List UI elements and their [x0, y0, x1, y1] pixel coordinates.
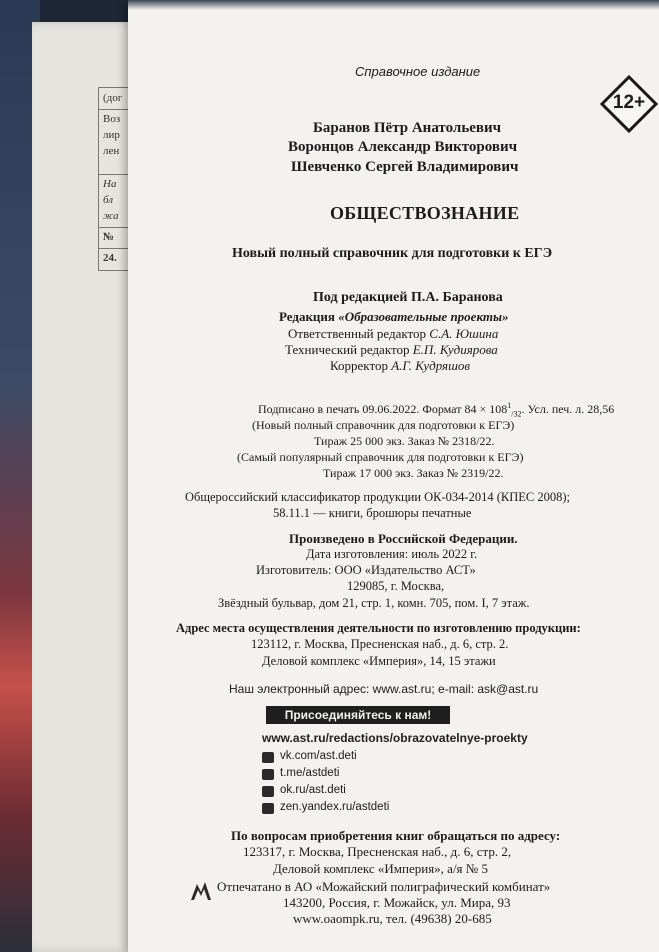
purchase-heading: По вопросам приобретения книг обращаться по адресу:	[231, 828, 561, 843]
purchase-address-line: Деловой комплекс «Империя», а/я № 5	[273, 861, 488, 876]
printer-contacts: www.oaompk.ru, тел. (49638) 20-685	[293, 911, 492, 926]
table-cell: лен	[103, 145, 120, 157]
zen-icon	[262, 803, 274, 814]
manufacturer-name: Изготовитель: ООО «Издательство АСТ»	[256, 563, 476, 577]
table-cell: жа	[103, 210, 119, 222]
purchase-address-line: 123317, г. Москва, Пресненская наб., д. 6, стр. 2,	[243, 844, 512, 859]
social-link-ok[interactable]: ok.ru/ast.deti	[280, 784, 346, 796]
print-signed-line: Подписано в печать 09.06.2022. Формат $84 \times 108^1_{/32}$. Усл. печ. л. 28,56	[258, 401, 615, 419]
manufacturer-address-street: Звёздный бульвар, дом 21, стр. 1, комн. 705, пом. I, 7 этаж.	[218, 596, 530, 610]
manufacturer-address-city: 129085, г. Москва,	[347, 579, 445, 593]
table-cell: бл	[103, 194, 114, 206]
edition-name-2: (Самый популярный справочник для подготовки к ЕГЭ)	[237, 450, 524, 464]
print-run-2: Тираж 17 000 экз. Заказ № 2319/22.	[323, 466, 504, 480]
author-name: Баранов Пётр Анатольевич	[313, 120, 502, 136]
printer-address: 143200, Россия, г. Можайск, ул. Мира, 93	[283, 895, 511, 910]
table-cell: лир	[103, 129, 120, 141]
product-classifier: Общероссийский классификатор продукции ОК-034-2014 (КПЕС 2008);	[185, 490, 570, 504]
email-line: Наш электронный адрес: www.ast.ru; e-mail: ask@ast.ru	[229, 682, 539, 696]
responsible-editor: Ответственный редактор С.А. Юшина	[288, 326, 499, 341]
author-name: Шевченко Сергей Владимирович	[291, 159, 519, 175]
age-rating-label: 12+	[612, 92, 646, 113]
table-cell: №	[103, 231, 115, 243]
table-cell: На	[103, 178, 117, 190]
social-link-vk[interactable]: vk.com/ast.deti	[280, 750, 357, 762]
made-in-russia: Произведено в Российской Федерации.	[289, 531, 518, 546]
edited-by: Под редакцией П.А. Баранова	[313, 290, 503, 305]
edition-name-1: (Новый полный справочник для подготовки к ЕГЭ)	[252, 418, 515, 432]
table-cell: Воз	[103, 113, 121, 125]
printer-name: Отпечатано в АО «Можайский полиграфический комбинат»	[217, 879, 551, 894]
join-url-link[interactable]: www.ast.ru/redactions/obrazovatelnye-proekty	[262, 731, 528, 745]
activity-address-heading: Адрес места осуществления деятельности по изготовлению продукции:	[176, 621, 581, 635]
age-rating-badge	[600, 75, 658, 133]
vk-icon	[262, 752, 274, 763]
corrector: Корректор А.Г. Кудряшов	[330, 358, 471, 373]
manufacture-date: Дата изготовления: июль 2022 г.	[306, 547, 478, 561]
table-cell: 24.	[103, 252, 117, 264]
join-us-banner: Присоединяйтесь к нам!	[266, 706, 450, 724]
telegram-icon	[262, 769, 274, 780]
activity-address-line: Деловой комплекс «Империя», 14, 15 этажи	[262, 654, 496, 668]
ok-icon	[262, 786, 274, 797]
social-link-telegram[interactable]: t.me/astdeti	[280, 767, 340, 779]
table-cell: (дог	[103, 92, 123, 104]
product-category: 58.11.1 — книги, брошюры печатные	[273, 506, 472, 520]
activity-address-line: 123112, г. Москва, Пресненская наб., д. 6, стр. 2.	[251, 637, 509, 651]
author-name: Воронцов Александр Викторович	[288, 139, 518, 155]
book-title: ОБЩЕСТВОЗНАНИЕ	[330, 203, 520, 223]
book-subtitle: Новый полный справочник для подготовки к ЕГЭ	[232, 246, 553, 261]
social-link-zen[interactable]: zen.yandex.ru/astdeti	[280, 801, 390, 813]
technical-editor: Технический редактор Е.П. Кудиярова	[285, 342, 498, 357]
redaction-line: Редакция «Образовательные проекты»	[279, 309, 509, 324]
edition-type: Справочное издание	[355, 64, 481, 79]
ast-publisher-logo-icon	[188, 878, 214, 902]
print-run-1: Тираж 25 000 экз. Заказ № 2318/22.	[314, 434, 495, 448]
